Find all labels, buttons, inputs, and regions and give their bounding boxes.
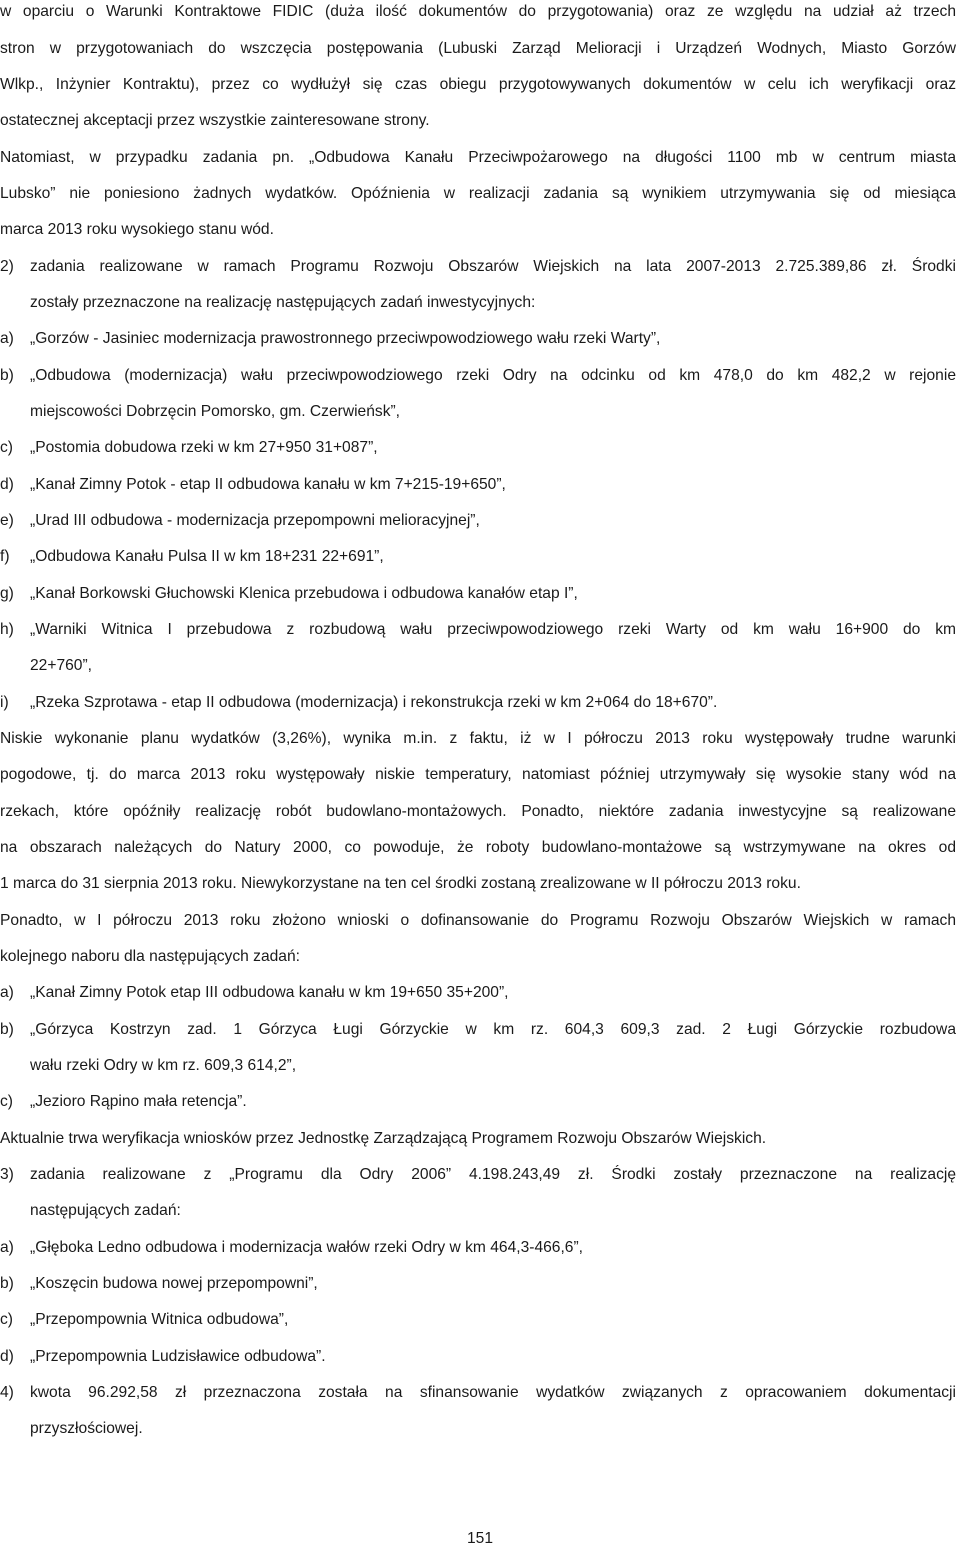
list-marker: 4) [0,1384,14,1401]
list-item-line: następujących zadań: [30,1202,181,1219]
paragraph-line: Aktualnie trwa weryfikacja wniosków przez Jednostkę Zarządzającą Programem Rozwoju Obszarów Wiejskich. [0,1130,767,1147]
list-item-line: zadania realizowane z „Programu dla Odry 2006” 4.198.243,49 zł. Środki zostały przeznaczone na realizację [30,1166,956,1183]
paragraph-line: Natomiast, w przypadku zadania pn. „Odbudowa Kanału Przeciwpożarowego na długości 1100 mb w centrum miasta [0,149,956,166]
paragraph-line: stron w przygotowaniach do wszczęcia postępowania (Lubuski Zarząd Melioracji i Urządzeń Wodnych, Miasto Gorzów [0,40,956,57]
list-item-line: „Warniki Witnica I przebudowa z rozbudową wału przeciwpowodziowego rzeki Warty od km wału 16+900 do km [30,621,956,638]
paragraph-line: pogodowe, tj. do marca 2013 roku występowały niskie temperatury, natomiast później utrzymywały się wysokie stany wód na [0,766,956,783]
paragraph-line: 1 marca do 31 sierpnia 2013 roku. Niewykorzystane na ten cel środki zostaną zrealizowane w II półroczu 2013 roku. [0,875,801,892]
list-marker: d) [0,1348,14,1365]
list-item-line: „Rzeka Szprotawa - etap II odbudowa (modernizacja) i rekonstrukcja rzeki w km 2+064 do 18+670”. [30,694,718,711]
list-marker: d) [0,476,14,493]
list-marker: f) [0,548,10,565]
list-marker: h) [0,621,14,638]
list-item-line: „Przepompownia Witnica odbudowa”, [30,1311,289,1328]
list-marker: a) [0,1239,14,1256]
paragraph-line: Lubsko” nie poniesiono żadnych wydatków. Opóźnienia w realizacji zadania są wynikiem utrzymywania się od miesiąca [0,185,956,202]
paragraph-line: rzekach, które opóźniły realizację robót budowlano-montażowych. Ponadto, niektóre zadania inwestycyjne są realizowane [0,803,956,820]
paragraph-line: Wlkp., Inżynier Kontraktu), przez co wydłużył się czas obiegu przygotowywanych dokumentów w celu ich weryfikacji oraz [0,76,956,93]
list-marker: b) [0,367,14,384]
list-item-line: wału rzeki Odry w km rz. 609,3 614,2”, [30,1057,297,1074]
list-item-line: „Przepompownia Ludzisławice odbudowa”. [30,1348,326,1365]
list-marker: c) [0,1311,13,1328]
list-item-line: „Odbudowa (modernizacja) wału przeciwpowodziowego rzeki Odry na odcinku od km 478,0 do km 482,2 w rejonie [30,367,956,384]
list-item-line: „Gorzów - Jasiniec modernizacja prawostronnego przeciwpowodziowego wału rzeki Warty”, [30,330,661,347]
list-item-line: „Głęboka Ledno odbudowa i modernizacja wałów rzeki Odry w km 464,3-466,6”, [30,1239,583,1256]
list-item-line: zostały przeznaczone na realizację następujących zadań inwestycyjnych: [30,294,536,311]
list-item-line: 22+760”, [30,657,92,674]
list-marker: 2) [0,258,14,275]
list-item-line: „Koszęcin budowa nowej przepompowni”, [30,1275,318,1292]
list-marker: c) [0,1093,13,1110]
list-item-line: „Kanał Borkowski Głuchowski Klenica przebudowa i odbudowa kanałów etap I”, [30,585,578,602]
list-item-line: przyszłościowej. [30,1420,143,1437]
list-marker: i) [0,694,9,711]
list-item-line: zadania realizowane w ramach Programu Rozwoju Obszarów Wiejskich na lata 2007-2013 2.725.389,86 zł. Środki [30,258,956,275]
list-item-line: „Kanał Zimny Potok - etap II odbudowa kanału w km 7+215-19+650”, [30,476,506,493]
list-marker: g) [0,585,14,602]
list-marker: a) [0,984,14,1001]
paragraph-line: na obszarach należących do Natury 2000, co powoduje, że roboty budowlano-montażowe są wstrzymywane na okres od [0,839,956,856]
list-item-line: „Odbudowa Kanału Pulsa II w km 18+231 22+691”, [30,548,384,565]
list-marker: 3) [0,1166,14,1183]
paragraph-line: ostatecznej akceptacji przez wszystkie zainteresowane strony. [0,112,430,129]
paragraph-line: Ponadto, w I półroczu 2013 roku złożono wnioski o dofinansowanie do Programu Rozwoju Obszarów Wiejskich w ramach [0,912,956,929]
list-item-line: „Górzyca Kostrzyn zad. 1 Górzyca Ługi Górzyckie w km rz. 604,3 609,3 zad. 2 Ługi Górzyckie rozbudowa [30,1021,956,1038]
list-item-line: „Jezioro Rąpino mała retencja”. [30,1093,247,1110]
page-number: 151 [466,1530,494,1547]
paragraph-line: w oparciu o Warunki Kontraktowe FIDIC (duża ilość dokumentów do przygotowania) oraz ze względu na udział aż trzech [0,3,956,20]
list-item-line: miejscowości Dobrzęcin Pomorsko, gm. Czerwieńsk”, [30,403,401,420]
paragraph-line: Niskie wykonanie planu wydatków (3,26%), wynika m.in. z faktu, iż w I półroczu 2013 roku występowały trudne warunki [0,730,956,747]
list-marker: e) [0,512,14,529]
list-item-line: „Urad III odbudowa - modernizacja przepompowni melioracyjnej”, [30,512,480,529]
list-marker: c) [0,439,13,456]
list-marker: a) [0,330,14,347]
paragraph-line: kolejnego naboru dla następujących zadań: [0,948,300,965]
list-item-line: „Postomia dobudowa rzeki w km 27+950 31+087”, [30,439,378,456]
list-marker: b) [0,1021,14,1038]
paragraph-line: marca 2013 roku wysokiego stanu wód. [0,221,274,238]
list-marker: b) [0,1275,14,1292]
list-item-line: „Kanał Zimny Potok etap III odbudowa kanału w km 19+650 35+200”, [30,984,509,1001]
list-item-line: kwota 96.292,58 zł przeznaczona została na sfinansowanie wydatków związanych z opracowaniem dokumentacji [30,1384,956,1401]
